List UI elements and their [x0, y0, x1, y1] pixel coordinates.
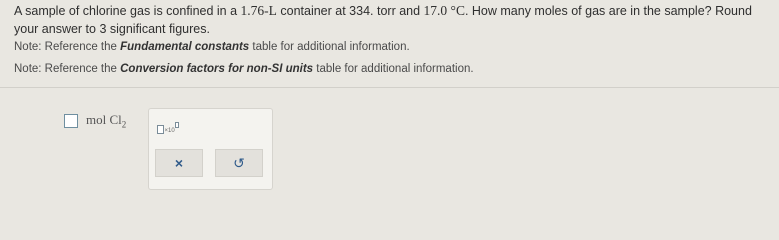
pressure-value: 334.: [349, 4, 374, 18]
note-prefix: Note: Reference the: [14, 41, 121, 53]
sci-exponent-box-icon: [175, 122, 179, 128]
answer-row: [64, 112, 126, 130]
answer-unit: [86, 112, 126, 130]
volume-value: 1.76-L: [240, 3, 277, 18]
question-part-2: container at: [276, 4, 350, 18]
sci-x10-label: ×10: [164, 128, 175, 134]
close-icon: ×: [174, 155, 184, 171]
undo-button[interactable]: [215, 149, 263, 177]
question-part-1: A sample of chlorine gas is confined in a: [14, 4, 241, 18]
temperature-value: 17.0 °C: [423, 3, 465, 18]
question-text: [14, 2, 776, 38]
sci-base-box-icon: [157, 125, 164, 134]
answer-tools-panel: [148, 108, 273, 190]
answer-input[interactable]: [64, 114, 78, 128]
note-link-fundamental-constants[interactable]: Fundamental constants: [120, 41, 250, 53]
note-suffix: table for additional information.: [249, 41, 410, 53]
divider: [0, 87, 779, 88]
unit-main: mol Cl: [86, 112, 122, 127]
question-part-4: . How many moles of gas are in the sample? Round your answer to 3 significant figures.: [14, 4, 752, 36]
note-fundamental-constants: [14, 41, 410, 53]
question-part-3: torr and: [373, 4, 424, 18]
scientific-notation-button[interactable]: [157, 120, 179, 136]
unit-subscript: 2: [121, 119, 127, 130]
note-suffix: table for additional information.: [313, 63, 474, 75]
note-conversion-factors: [14, 63, 474, 75]
note-link-conversion-factors[interactable]: Conversion factors for non-SI units: [120, 63, 314, 75]
undo-icon: ↺: [233, 154, 245, 171]
clear-button[interactable]: [155, 149, 203, 177]
note-prefix: Note: Reference the: [14, 63, 121, 75]
